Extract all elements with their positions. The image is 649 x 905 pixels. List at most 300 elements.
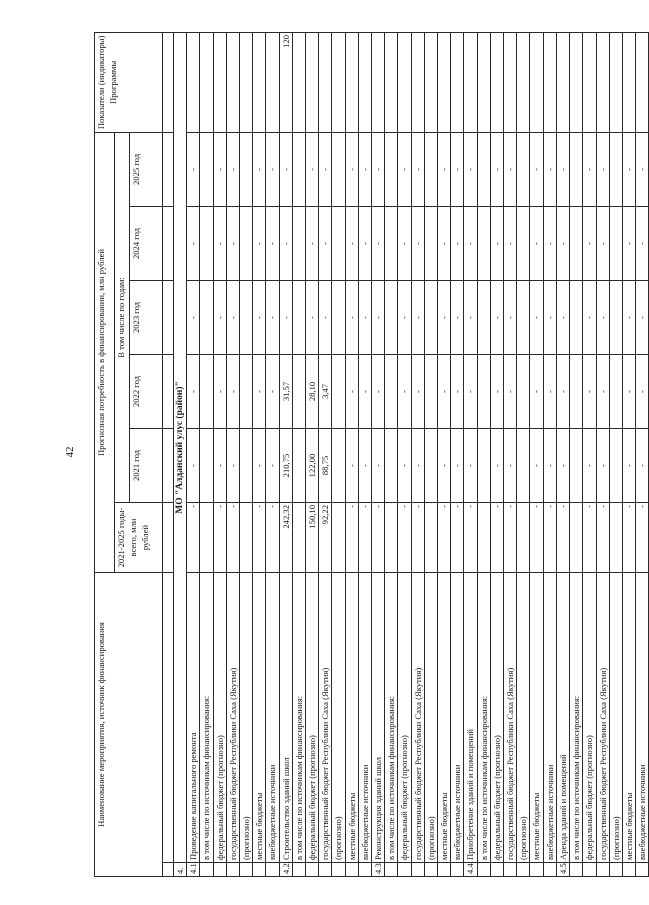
indicator-cell xyxy=(438,32,451,132)
row-name: (прогнозно) xyxy=(240,573,253,863)
value-cell: - xyxy=(622,132,635,206)
indicator-cell xyxy=(306,32,319,132)
value-cell: - xyxy=(622,207,635,281)
value-cell: - xyxy=(596,281,609,355)
indicator-cell xyxy=(372,32,385,132)
value-cell xyxy=(517,132,530,206)
value-cell: - xyxy=(636,207,649,281)
table-row xyxy=(596,32,609,876)
value-cell: 122,00 xyxy=(306,429,319,503)
blank-cell xyxy=(163,355,174,429)
value-cell: - xyxy=(279,281,292,355)
value-cell: - xyxy=(504,207,517,281)
indicator-cell xyxy=(530,32,543,132)
value-cell: - xyxy=(411,355,424,429)
row-name: в том числе по источникам финансирования: xyxy=(292,573,305,863)
row-name: в том числе по источникам финансирования: xyxy=(570,573,583,863)
table-row xyxy=(266,32,279,876)
value-cell: - xyxy=(464,429,477,503)
value-cell xyxy=(292,355,305,429)
value-cell: - xyxy=(358,429,371,503)
row-number xyxy=(345,863,358,877)
row-number: 4.1. xyxy=(187,863,200,877)
value-cell xyxy=(609,207,622,281)
blank-cell xyxy=(163,32,174,132)
value-cell: - xyxy=(596,503,609,573)
header-year: 2022 год xyxy=(130,355,163,429)
value-cell: - xyxy=(636,429,649,503)
value-cell: - xyxy=(226,281,239,355)
value-cell xyxy=(517,503,530,573)
table-row xyxy=(517,32,530,876)
header-total: 2021-2025 годы- всего, млн рублей xyxy=(115,503,163,573)
value-cell xyxy=(517,429,530,503)
value-cell xyxy=(240,132,253,206)
row-number xyxy=(292,863,305,877)
value-cell: - xyxy=(411,429,424,503)
value-cell xyxy=(332,429,345,503)
value-cell: - xyxy=(622,429,635,503)
value-cell xyxy=(424,132,437,206)
value-cell: - xyxy=(438,132,451,206)
value-cell xyxy=(570,132,583,206)
indicator-cell xyxy=(570,32,583,132)
value-cell: - xyxy=(253,503,266,573)
indicator-cell xyxy=(411,32,424,132)
table-row xyxy=(477,32,490,876)
indicator-cell xyxy=(266,32,279,132)
value-cell: - xyxy=(226,132,239,206)
value-cell: - xyxy=(398,429,411,503)
row-number xyxy=(306,863,319,877)
value-cell: - xyxy=(372,503,385,573)
value-cell: - xyxy=(438,503,451,573)
row-number xyxy=(477,863,490,877)
row-name: федеральный бюджет (прогнозно) xyxy=(490,573,503,863)
value-cell: - xyxy=(319,207,332,281)
row-name: федеральный бюджет (прогнозно) xyxy=(306,573,319,863)
indicator-cell xyxy=(622,32,635,132)
value-cell: - xyxy=(490,429,503,503)
value-cell: - xyxy=(266,355,279,429)
table-row xyxy=(279,32,292,876)
value-cell: - xyxy=(213,503,226,573)
value-cell: - xyxy=(556,281,569,355)
value-cell: - xyxy=(636,503,649,573)
value-cell xyxy=(240,355,253,429)
header-funding-group: Прогнозная потребность в финансировании, млн рублей xyxy=(95,132,115,572)
indicator-cell: 120 xyxy=(279,32,292,132)
row-name: Аренда зданий и помещений xyxy=(556,573,569,863)
value-cell: - xyxy=(253,207,266,281)
row-name: внебюджетные источники xyxy=(543,573,556,863)
value-cell xyxy=(332,355,345,429)
value-cell xyxy=(424,503,437,573)
value-cell: - xyxy=(556,429,569,503)
value-cell: - xyxy=(266,281,279,355)
row-name: (прогнозно) xyxy=(517,573,530,863)
value-cell xyxy=(292,207,305,281)
value-cell: 210,75 xyxy=(279,429,292,503)
table-row xyxy=(504,32,517,876)
value-cell: - xyxy=(583,281,596,355)
value-cell: - xyxy=(345,503,358,573)
value-cell: - xyxy=(543,207,556,281)
value-cell: - xyxy=(556,207,569,281)
table-row xyxy=(543,32,556,876)
value-cell: - xyxy=(411,132,424,206)
row-name: Приобретение зданий и помещений xyxy=(464,573,477,863)
value-cell: - xyxy=(226,429,239,503)
section-row xyxy=(174,32,187,876)
table-row xyxy=(292,32,305,876)
value-cell: - xyxy=(490,132,503,206)
value-cell: - xyxy=(556,132,569,206)
value-cell: - xyxy=(372,355,385,429)
value-cell: - xyxy=(543,429,556,503)
value-cell xyxy=(609,503,622,573)
value-cell: - xyxy=(213,132,226,206)
indicator-cell xyxy=(319,32,332,132)
value-cell xyxy=(200,429,213,503)
row-number xyxy=(226,863,239,877)
table-row xyxy=(200,32,213,876)
row-name: Строительство зданий школ xyxy=(279,573,292,863)
header-name-col: Наименование мероприятия, источник финансирования xyxy=(95,573,163,877)
value-cell: - xyxy=(530,281,543,355)
indicator-cell xyxy=(226,32,239,132)
value-cell: - xyxy=(543,355,556,429)
table-row xyxy=(253,32,266,876)
value-cell xyxy=(570,355,583,429)
row-name: внебюджетные источники xyxy=(266,573,279,863)
row-name: государственный бюджет Республики Саха (Якутия) xyxy=(596,573,609,863)
row-name: федеральный бюджет (прогнозно) xyxy=(213,573,226,863)
value-cell: - xyxy=(306,207,319,281)
indicator-cell xyxy=(200,32,213,132)
value-cell: - xyxy=(213,281,226,355)
indicator-cell xyxy=(543,32,556,132)
row-name: местные бюджеты xyxy=(438,573,451,863)
indicator-cell xyxy=(636,32,649,132)
indicator-cell xyxy=(504,32,517,132)
value-cell: - xyxy=(398,355,411,429)
value-cell: - xyxy=(490,207,503,281)
row-number: 4.4. xyxy=(464,863,477,877)
value-cell: - xyxy=(372,429,385,503)
value-cell xyxy=(570,281,583,355)
value-cell: 88,75 xyxy=(319,429,332,503)
row-name: местные бюджеты xyxy=(253,573,266,863)
value-cell: - xyxy=(358,355,371,429)
value-cell: - xyxy=(319,132,332,206)
value-cell: - xyxy=(583,503,596,573)
row-name: в том числе по источникам финансирования: xyxy=(200,573,213,863)
value-cell: 150,10 xyxy=(306,503,319,573)
indicator-cell xyxy=(583,32,596,132)
indicator-cell xyxy=(398,32,411,132)
value-cell xyxy=(517,207,530,281)
value-cell: - xyxy=(451,132,464,206)
value-cell: - xyxy=(464,281,477,355)
row-name: внебюджетные источники xyxy=(451,573,464,863)
row-number: 4.3. xyxy=(372,863,385,877)
row-name: федеральный бюджет (прогнозно) xyxy=(583,573,596,863)
value-cell: - xyxy=(622,355,635,429)
table-row xyxy=(411,32,424,876)
value-cell: - xyxy=(583,207,596,281)
value-cell: - xyxy=(187,281,200,355)
value-cell: - xyxy=(345,281,358,355)
value-cell: - xyxy=(451,355,464,429)
indicator-cell xyxy=(385,32,398,132)
value-cell xyxy=(385,429,398,503)
value-cell xyxy=(609,429,622,503)
table-row xyxy=(398,32,411,876)
blank-cell xyxy=(163,429,174,503)
indicator-cell xyxy=(490,32,503,132)
indicator-cell xyxy=(240,32,253,132)
row-name: (прогнозно) xyxy=(609,573,622,863)
value-cell: - xyxy=(451,503,464,573)
indicator-cell xyxy=(187,32,200,132)
value-cell: - xyxy=(504,281,517,355)
value-cell: - xyxy=(306,281,319,355)
header-indicators: Показатели (индикаторы) Программы xyxy=(95,32,163,132)
row-name: местные бюджеты xyxy=(345,573,358,863)
row-number xyxy=(411,863,424,877)
indicator-cell xyxy=(517,32,530,132)
value-cell: - xyxy=(530,503,543,573)
value-cell xyxy=(385,132,398,206)
value-cell: - xyxy=(583,132,596,206)
value-cell xyxy=(385,281,398,355)
value-cell: - xyxy=(345,207,358,281)
value-cell: - xyxy=(636,132,649,206)
value-cell xyxy=(517,281,530,355)
value-cell xyxy=(240,503,253,573)
value-cell: - xyxy=(464,503,477,573)
row-name: в том числе по источникам финансирования: xyxy=(477,573,490,863)
row-name: (прогнозно) xyxy=(332,573,345,863)
table-row xyxy=(636,32,649,876)
value-cell xyxy=(424,207,437,281)
value-cell: - xyxy=(622,503,635,573)
indicator-cell xyxy=(292,32,305,132)
value-cell: - xyxy=(530,355,543,429)
indicator-cell xyxy=(424,32,437,132)
indicator-cell xyxy=(451,32,464,132)
row-number xyxy=(517,863,530,877)
value-cell xyxy=(477,355,490,429)
value-cell: - xyxy=(187,207,200,281)
header-by-year: В том числе по годам: xyxy=(115,132,130,502)
value-cell: - xyxy=(490,503,503,573)
value-cell: - xyxy=(253,132,266,206)
row-number xyxy=(636,863,649,877)
indicator-cell xyxy=(556,32,569,132)
funding-table xyxy=(94,32,649,877)
table-row xyxy=(438,32,451,876)
value-cell: - xyxy=(504,355,517,429)
value-cell xyxy=(200,132,213,206)
value-cell: - xyxy=(543,132,556,206)
table-row xyxy=(490,32,503,876)
row-number xyxy=(398,863,411,877)
table-row xyxy=(424,32,437,876)
row-number xyxy=(622,863,635,877)
value-cell: 92,22 xyxy=(319,503,332,573)
value-cell: - xyxy=(438,355,451,429)
value-cell xyxy=(332,132,345,206)
indicator-cell xyxy=(609,32,622,132)
value-cell: - xyxy=(398,207,411,281)
value-cell: - xyxy=(213,207,226,281)
value-cell: - xyxy=(358,132,371,206)
table-row xyxy=(358,32,371,876)
value-cell: - xyxy=(187,355,200,429)
value-cell xyxy=(292,503,305,573)
value-cell: - xyxy=(372,281,385,355)
value-cell xyxy=(332,281,345,355)
value-cell: - xyxy=(345,355,358,429)
value-cell: - xyxy=(345,132,358,206)
value-cell xyxy=(200,355,213,429)
value-cell: - xyxy=(411,281,424,355)
value-cell xyxy=(200,207,213,281)
value-cell: - xyxy=(451,429,464,503)
indicator-cell xyxy=(332,32,345,132)
value-cell: - xyxy=(490,355,503,429)
row-name: в том числе по источникам финансирования: xyxy=(385,573,398,863)
row-name: внебюджетные источники xyxy=(636,573,649,863)
value-cell: - xyxy=(319,281,332,355)
row-number xyxy=(530,863,543,877)
table-row xyxy=(556,32,569,876)
value-cell xyxy=(477,503,490,573)
row-name: государственный бюджет Республики Саха (Якутия) xyxy=(411,573,424,863)
value-cell: - xyxy=(556,503,569,573)
value-cell: - xyxy=(504,132,517,206)
value-cell: - xyxy=(464,132,477,206)
value-cell: - xyxy=(438,429,451,503)
row-number xyxy=(266,863,279,877)
value-cell: - xyxy=(622,281,635,355)
row-number xyxy=(438,863,451,877)
value-cell: - xyxy=(266,503,279,573)
value-cell xyxy=(332,503,345,573)
value-cell: 3,47 xyxy=(319,355,332,429)
value-cell xyxy=(292,132,305,206)
indicator-cell xyxy=(253,32,266,132)
value-cell: - xyxy=(464,355,477,429)
value-cell: - xyxy=(213,429,226,503)
value-cell: - xyxy=(451,207,464,281)
value-cell: - xyxy=(596,429,609,503)
blank-cell xyxy=(163,503,174,573)
indicator-cell xyxy=(477,32,490,132)
page-number: 42 xyxy=(64,446,76,458)
value-cell: - xyxy=(226,355,239,429)
row-number xyxy=(253,863,266,877)
table-row xyxy=(451,32,464,876)
blank-cell xyxy=(163,281,174,355)
row-number xyxy=(240,863,253,877)
table-row xyxy=(319,32,332,876)
row-name: (прогнозно) xyxy=(424,573,437,863)
value-cell: - xyxy=(398,503,411,573)
value-cell: - xyxy=(596,355,609,429)
row-number xyxy=(200,863,213,877)
table-row xyxy=(530,32,543,876)
row-number xyxy=(319,863,332,877)
value-cell: 31,57 xyxy=(279,355,292,429)
table-row xyxy=(306,32,319,876)
value-cell: - xyxy=(266,429,279,503)
value-cell: - xyxy=(187,429,200,503)
value-cell: - xyxy=(266,207,279,281)
row-number xyxy=(543,863,556,877)
value-cell xyxy=(477,429,490,503)
table-row xyxy=(464,32,477,876)
table-row xyxy=(372,32,385,876)
value-cell xyxy=(609,132,622,206)
value-cell: - xyxy=(411,207,424,281)
row-number xyxy=(570,863,583,877)
row-name: государственный бюджет Республики Саха (Якутия) xyxy=(226,573,239,863)
value-cell: - xyxy=(253,429,266,503)
value-cell: - xyxy=(504,503,517,573)
value-cell xyxy=(609,355,622,429)
blank-cell xyxy=(163,132,174,206)
value-cell xyxy=(570,207,583,281)
row-number xyxy=(583,863,596,877)
row-number: 4.5. xyxy=(556,863,569,877)
row-number xyxy=(358,863,371,877)
value-cell xyxy=(570,429,583,503)
row-number xyxy=(596,863,609,877)
header-year: 2023 год xyxy=(130,281,163,355)
row-number xyxy=(609,863,622,877)
value-cell: - xyxy=(358,207,371,281)
row-name: Реконструкция зданий школ xyxy=(372,573,385,863)
row-name: местные бюджеты xyxy=(622,573,635,863)
row-number xyxy=(385,863,398,877)
value-cell: - xyxy=(226,207,239,281)
value-cell: - xyxy=(530,429,543,503)
table-row xyxy=(570,32,583,876)
value-cell: - xyxy=(398,132,411,206)
value-cell: - xyxy=(279,207,292,281)
value-cell: - xyxy=(306,132,319,206)
value-cell: - xyxy=(636,355,649,429)
value-cell: - xyxy=(556,355,569,429)
value-cell: - xyxy=(596,207,609,281)
value-cell xyxy=(424,429,437,503)
value-cell: - xyxy=(438,281,451,355)
table-row xyxy=(622,32,635,876)
value-cell: - xyxy=(372,132,385,206)
value-cell xyxy=(240,281,253,355)
value-cell: - xyxy=(438,207,451,281)
section-title: МО "Алданский улус (район)" xyxy=(174,32,187,862)
value-cell: - xyxy=(583,355,596,429)
value-cell: - xyxy=(504,429,517,503)
value-cell: - xyxy=(636,281,649,355)
header-year: 2025 год xyxy=(130,132,163,206)
value-cell xyxy=(477,207,490,281)
value-cell xyxy=(609,281,622,355)
